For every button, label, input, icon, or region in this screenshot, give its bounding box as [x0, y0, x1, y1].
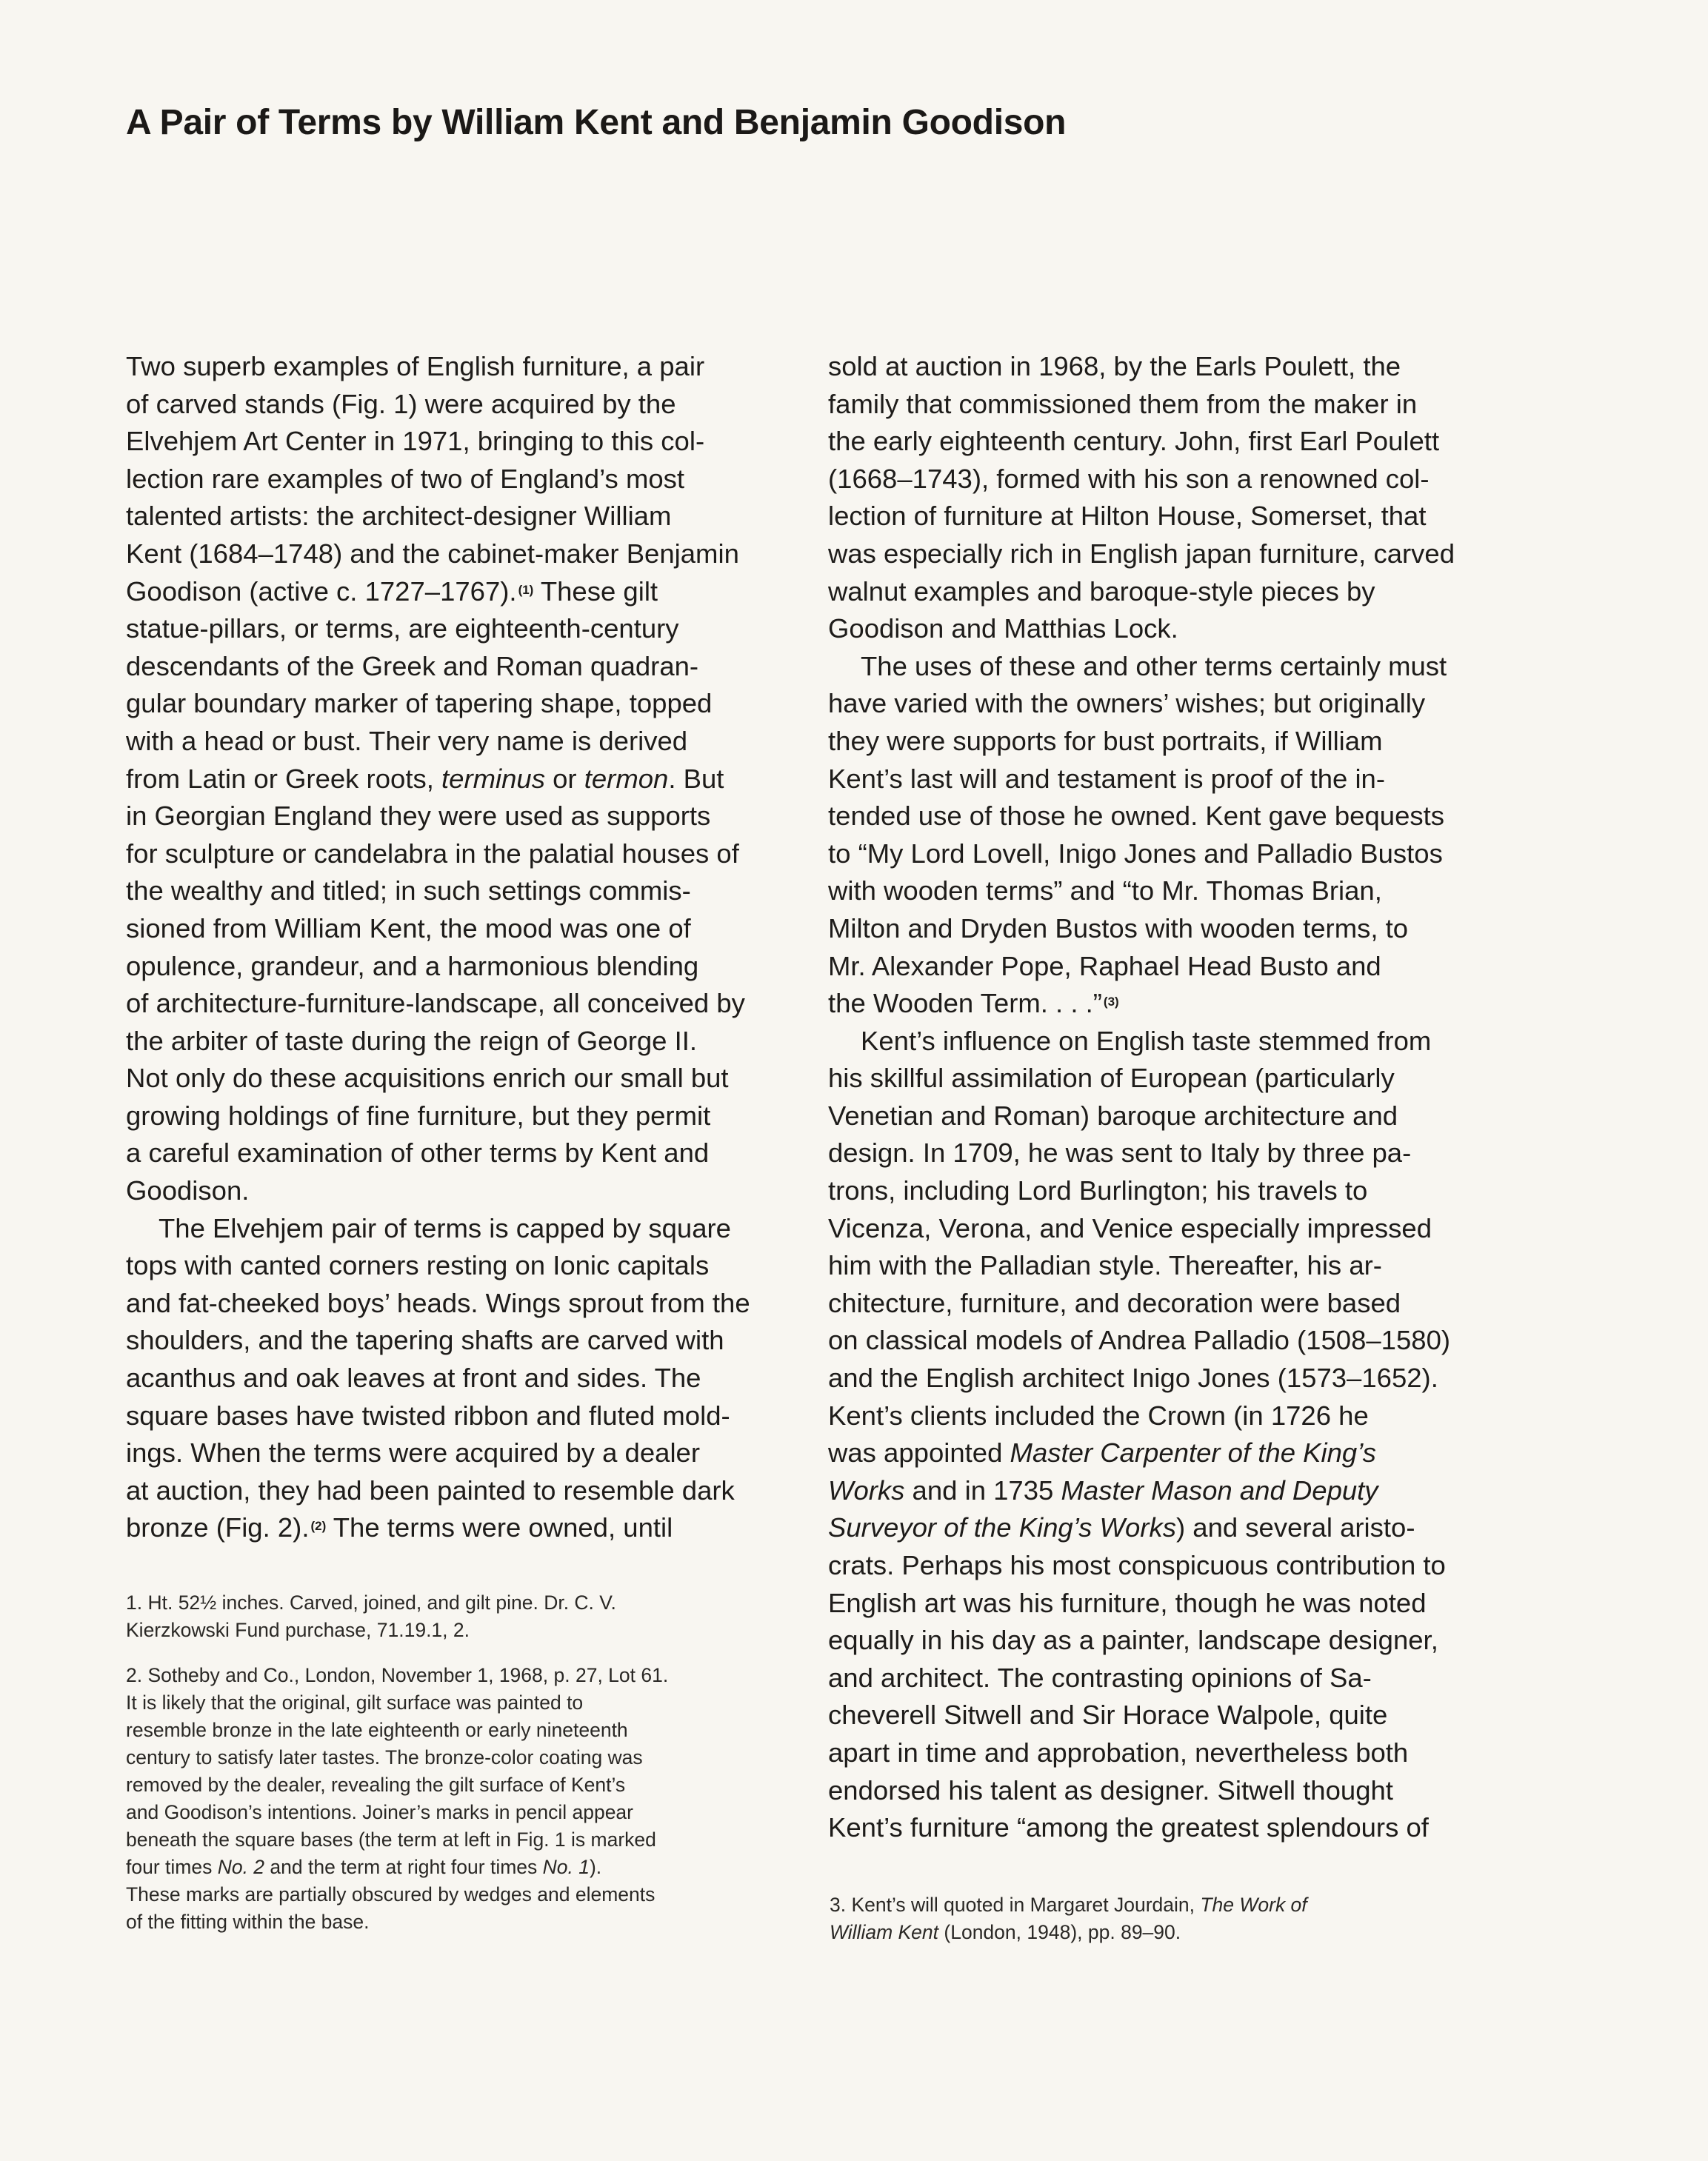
text-line — [828, 1734, 1498, 1772]
text-run: 2. Sotheby and Co., London, November 1, 1968, p. 27, Lot 61. — [126, 1664, 669, 1686]
text-run: his skillful assimilation of European (particularly — [828, 1063, 1395, 1094]
text-run: These marks are partially obscured by wedges and elements — [126, 1883, 655, 1906]
text-run: was appointed — [828, 1437, 1010, 1469]
text-run: The uses of these and other terms certainly must — [861, 650, 1447, 681]
footnote-line — [126, 1717, 668, 1744]
text-line — [126, 1509, 793, 1547]
text-run: 3. Kent’s will quoted in Margaret Jourdain, — [830, 1894, 1201, 1916]
footnotes-right — [830, 1891, 1307, 1946]
text-run: ) and several aristo- — [1175, 1512, 1415, 1543]
text-run: bronze (Fig. 2). — [126, 1512, 310, 1543]
text-run: century to satisfy later tastes. The bronze-color coating was — [126, 1746, 643, 1768]
text-run: ). — [589, 1856, 602, 1878]
text-line — [126, 685, 793, 723]
text-run: It is likely that the original, gilt surface was painted to — [126, 1691, 584, 1714]
text-run: design. In 1709, he was sent to Italy by three pa- — [828, 1138, 1412, 1169]
text-line — [828, 1509, 1498, 1547]
footnote-line — [126, 1799, 668, 1826]
text-run: Kent (1684–1748) and the cabinet-maker Benjamin — [126, 538, 739, 569]
italic-text: Master Carpenter of the King’s — [1010, 1437, 1376, 1469]
text-run: statue-pillars, or terms, are eighteenth-century — [126, 613, 679, 644]
footnote-line — [126, 1617, 668, 1644]
text-run: and the English architect Inigo Jones (1573–1652). — [828, 1363, 1438, 1394]
text-line — [828, 1360, 1498, 1397]
text-run: him with the Palladian style. Thereafter, his ar- — [828, 1250, 1382, 1281]
text-run: and in 1735 — [904, 1474, 1061, 1506]
text-run: gular boundary marker of tapering shape, topped — [126, 688, 713, 719]
footnote-reference: (1) — [518, 582, 534, 597]
text-line — [828, 535, 1498, 573]
text-run: tended use of those he owned. Kent gave bequests — [828, 801, 1445, 832]
text-line — [126, 1285, 793, 1323]
text-line — [126, 761, 793, 798]
text-run: Elvehjem Art Center in 1971, bringing to this col- — [126, 426, 705, 457]
text-run: Kent’s last will and testament is proof of the in- — [828, 763, 1386, 794]
text-line — [126, 1360, 793, 1397]
text-run: (1668–1743), formed with his son a renowned col- — [828, 463, 1430, 494]
text-line — [828, 798, 1498, 835]
text-line — [828, 648, 1498, 686]
text-line — [126, 1135, 793, 1172]
text-line — [828, 948, 1498, 986]
italic-text: Surveyor of the King’s Works — [828, 1512, 1176, 1543]
text-run: opulence, grandeur, and a harmonious blending — [126, 950, 699, 981]
text-line — [828, 1772, 1498, 1810]
text-run: apart in time and approbation, nevertheless both — [828, 1737, 1409, 1768]
text-run: four times — [126, 1856, 218, 1878]
text-run: or — [544, 763, 584, 794]
text-run: was especially rich in English japan furniture, carved — [828, 538, 1455, 569]
text-run: lection rare examples of two of England’s most — [126, 463, 685, 494]
text-line — [828, 610, 1498, 648]
text-line — [126, 910, 793, 948]
text-run: . But — [668, 763, 724, 794]
text-line — [126, 461, 793, 498]
text-line — [828, 1322, 1498, 1360]
footnote — [126, 1662, 668, 1936]
footnote-line — [830, 1891, 1307, 1919]
text-run: Kent’s influence on English taste stemmed from — [861, 1025, 1432, 1056]
text-line — [828, 1397, 1498, 1435]
text-run: with a head or bust. Their very name is derived — [126, 725, 688, 756]
text-run: shoulders, and the tapering shafts are carved with — [126, 1325, 724, 1356]
page-title: A Pair of Terms by William Kent and Benjamin Goodison — [126, 103, 1067, 142]
text-line — [126, 573, 793, 611]
text-line — [828, 1285, 1498, 1323]
text-run: of architecture-furniture-landscape, all conceived by — [126, 988, 745, 1019]
text-run: on classical models of Andrea Palladio (1508–1580) — [828, 1325, 1451, 1356]
text-run: and Goodison’s intentions. Joiner’s marks in pencil appear — [126, 1801, 633, 1823]
text-run: equally in his day as a painter, landscape designer, — [828, 1625, 1438, 1656]
body-column-left — [126, 348, 793, 1547]
text-run: of carved stands (Fig. 1) were acquired by the — [126, 388, 676, 419]
footnote-line — [126, 1689, 668, 1717]
text-line — [828, 985, 1498, 1023]
text-line — [828, 1434, 1498, 1472]
text-line — [828, 573, 1498, 611]
footnote — [830, 1891, 1307, 1946]
footnote-line — [126, 1771, 668, 1799]
footnote-line — [126, 1744, 668, 1771]
text-run: beneath the square bases (the term at left in Fig. 1 is marked — [126, 1828, 656, 1851]
text-line — [126, 348, 793, 386]
text-line — [126, 1247, 793, 1285]
text-line — [126, 535, 793, 573]
text-line — [828, 1585, 1498, 1623]
text-line — [828, 1622, 1498, 1660]
text-run: The terms were owned, until — [326, 1512, 673, 1543]
text-line — [126, 1472, 793, 1510]
text-line — [126, 610, 793, 648]
text-line — [828, 723, 1498, 761]
text-run: resemble bronze in the late eighteenth or early nineteenth — [126, 1719, 628, 1741]
text-line — [828, 1247, 1498, 1285]
text-run: descendants of the Greek and Roman quadran- — [126, 650, 699, 681]
text-run: (London, 1948), pp. 89–90. — [938, 1921, 1181, 1943]
text-run: walnut examples and baroque-style pieces by — [828, 575, 1375, 607]
text-run: lection of furniture at Hilton House, Somerset, that — [828, 501, 1427, 532]
text-line — [126, 723, 793, 761]
text-run: and fat-cheeked boys’ heads. Wings sprout from the — [126, 1287, 750, 1318]
text-run: from Latin or Greek roots, — [126, 763, 441, 794]
italic-text: The Work of — [1200, 1894, 1307, 1916]
text-line — [828, 1172, 1498, 1210]
italic-text: termon — [584, 763, 669, 794]
text-line — [828, 348, 1498, 386]
text-line — [126, 948, 793, 986]
text-run: the Wooden Term. . . .” — [828, 988, 1102, 1019]
footnote-line — [126, 1881, 668, 1908]
footnote-line — [126, 1662, 668, 1689]
text-run: the wealthy and titled; in such settings commis- — [126, 875, 691, 906]
text-run: for sculpture or candelabra in the palatial houses of — [126, 838, 739, 869]
text-run: in Georgian England they were used as supports — [126, 801, 711, 832]
text-line — [126, 423, 793, 461]
text-run: a careful examination of other terms by Kent and — [126, 1138, 710, 1169]
text-run: growing holdings of fine furniture, but they permit — [126, 1100, 711, 1131]
text-run: they were supports for bust portraits, if William — [828, 725, 1383, 756]
text-line — [828, 386, 1498, 424]
text-run: sioned from William Kent, the mood was one of — [126, 912, 691, 943]
footnote-reference: (3) — [1103, 995, 1119, 1009]
text-run: square bases have twisted ribbon and fluted mold- — [126, 1400, 730, 1431]
text-line — [126, 1210, 793, 1248]
text-run: crats. Perhaps his most conspicuous contribution to — [828, 1550, 1446, 1580]
footnote-line — [126, 1854, 668, 1881]
text-run: the early eighteenth century. John, first Earl Poulett — [828, 426, 1440, 457]
text-run: Venetian and Roman) baroque architecture and — [828, 1100, 1398, 1131]
text-run: Not only do these acquisitions enrich our small but — [126, 1063, 729, 1094]
text-line — [126, 1172, 793, 1210]
text-run: ings. When the terms were acquired by a dealer — [126, 1437, 701, 1469]
text-line — [126, 872, 793, 910]
text-line — [828, 872, 1498, 910]
text-line — [126, 1397, 793, 1435]
text-run: Mr. Alexander Pope, Raphael Head Busto and — [828, 950, 1381, 981]
text-run: family that commissioned them from the maker in — [828, 388, 1418, 419]
italic-text: No. 2 — [217, 1856, 265, 1878]
text-line — [828, 461, 1498, 498]
text-line — [828, 685, 1498, 723]
text-run: removed by the dealer, revealing the gilt surface of Kent’s — [126, 1774, 626, 1796]
text-run: and the term at right four times — [264, 1856, 543, 1878]
text-line — [828, 1697, 1498, 1734]
footnotes-left — [126, 1589, 668, 1936]
text-line — [828, 1809, 1498, 1847]
text-line — [828, 1098, 1498, 1135]
text-run: chitecture, furniture, and decoration were based — [828, 1287, 1401, 1318]
text-run: Goodison (active c. 1727–1767). — [126, 575, 517, 607]
text-line — [126, 386, 793, 424]
text-line — [828, 910, 1498, 948]
text-line — [828, 1135, 1498, 1172]
text-line — [126, 835, 793, 873]
text-run: The Elvehjem pair of terms is capped by square — [159, 1212, 731, 1243]
body-column-right — [828, 348, 1498, 1847]
text-line — [828, 761, 1498, 798]
text-line — [126, 498, 793, 535]
text-run: acanthus and oak leaves at front and sides. The — [126, 1363, 701, 1394]
italic-text: William Kent — [830, 1921, 939, 1943]
text-run: endorsed his talent as designer. Sitwell thought — [828, 1774, 1393, 1806]
footnote-reference: (2) — [310, 1519, 327, 1534]
text-line — [126, 1098, 793, 1135]
text-run: Kierzkowski Fund purchase, 71.19.1, 2. — [126, 1619, 470, 1641]
text-line — [828, 1023, 1498, 1061]
text-run: Two superb examples of English furniture, a pair — [126, 351, 705, 381]
text-run: tops with canted corners resting on Ionic capitals — [126, 1250, 710, 1281]
text-line — [828, 1547, 1498, 1585]
text-run: and architect. The contrasting opinions of Sa- — [828, 1662, 1372, 1693]
text-run: have varied with the owners’ wishes; but originally — [828, 688, 1426, 719]
text-line — [126, 1023, 793, 1061]
text-line — [126, 1322, 793, 1360]
footnote-line — [830, 1919, 1307, 1946]
text-run: at auction, they had been painted to resemble dark — [126, 1474, 735, 1506]
text-run: cheverell Sitwell and Sir Horace Walpole, quite — [828, 1700, 1388, 1731]
footnote-line — [126, 1589, 668, 1617]
text-run: 1. Ht. 52½ inches. Carved, joined, and gilt pine. Dr. C. V. — [126, 1591, 616, 1614]
text-run: of the fitting within the base. — [126, 1911, 370, 1933]
text-run: trons, including Lord Burlington; his travels to — [828, 1175, 1368, 1206]
text-line — [126, 798, 793, 835]
text-run: the arbiter of taste during the reign of George II. — [126, 1025, 698, 1056]
text-run: Vicenza, Verona, and Venice especially impressed — [828, 1212, 1432, 1243]
text-run: with wooden terms” and “to Mr. Thomas Brian, — [828, 875, 1382, 906]
footnote-line — [126, 1908, 668, 1936]
text-run: Kent’s furniture “among the greatest splendours of — [828, 1812, 1429, 1843]
text-line — [828, 1210, 1498, 1248]
text-run: Goodison and Matthias Lock. — [828, 613, 1178, 644]
text-run: Goodison. — [126, 1175, 250, 1206]
text-line — [828, 498, 1498, 535]
text-run: sold at auction in 1968, by the Earls Poulett, the — [828, 351, 1401, 381]
text-line — [828, 1472, 1498, 1510]
text-line — [126, 985, 793, 1023]
text-run: Kent’s clients included the Crown (in 1726 he — [828, 1400, 1369, 1431]
italic-text: No. 1 — [542, 1856, 590, 1878]
text-line — [126, 1434, 793, 1472]
text-run: These gilt — [533, 575, 658, 607]
italic-text: Master Mason and Deputy — [1061, 1474, 1378, 1506]
text-line — [828, 1060, 1498, 1098]
text-run: to “My Lord Lovell, Inigo Jones and Palladio Bustos — [828, 838, 1443, 869]
text-run: talented artists: the architect-designer William — [126, 501, 672, 532]
footnote-line — [126, 1826, 668, 1854]
text-run: English art was his furniture, though he was noted — [828, 1587, 1427, 1618]
text-line — [126, 648, 793, 686]
italic-text: terminus — [441, 763, 545, 794]
italic-text: Works — [828, 1474, 905, 1506]
text-line — [828, 1660, 1498, 1697]
text-run: Milton and Dryden Bustos with wooden terms, to — [828, 912, 1409, 943]
text-line — [828, 835, 1498, 873]
footnote — [126, 1589, 668, 1644]
text-line — [126, 1060, 793, 1098]
text-line — [828, 423, 1498, 461]
